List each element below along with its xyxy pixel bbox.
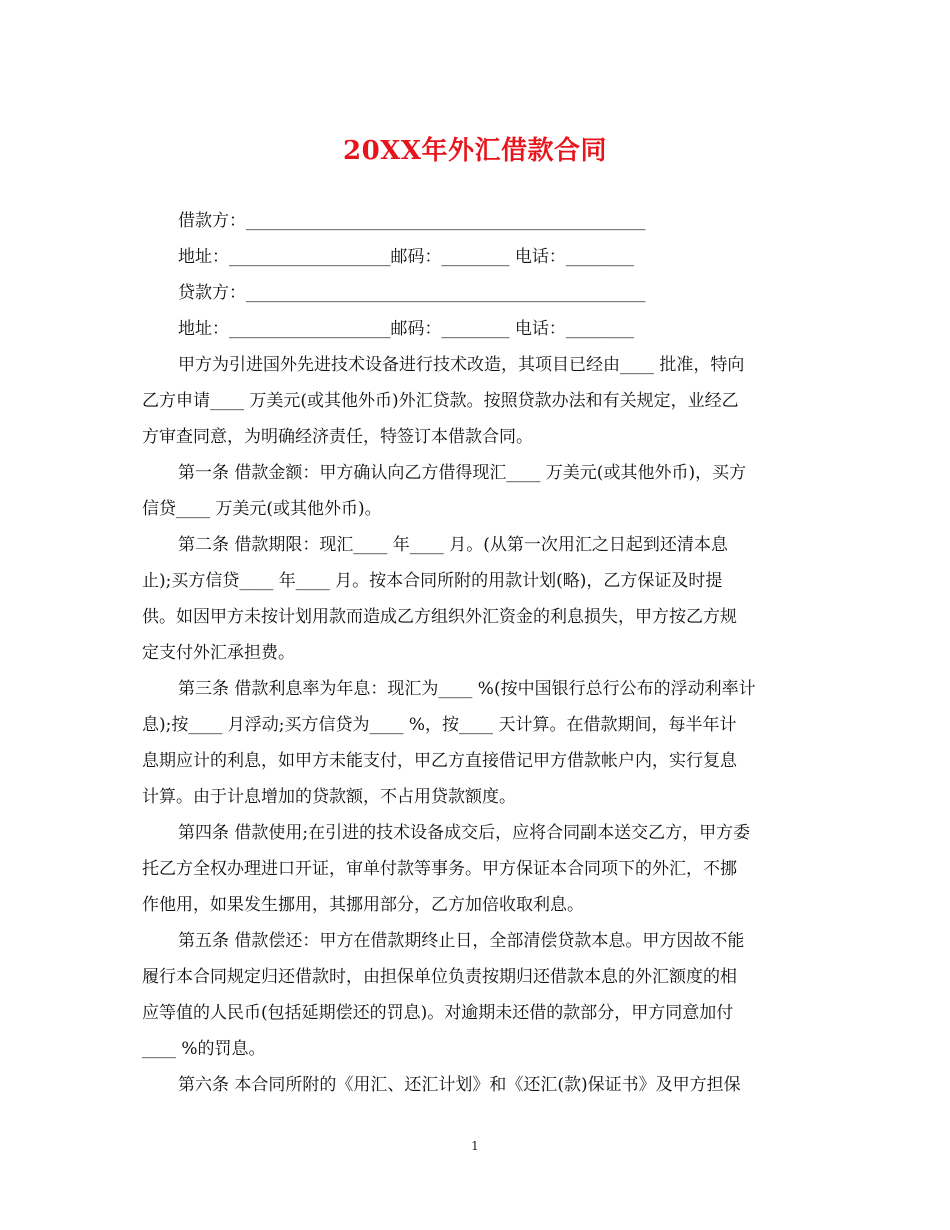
paragraph-line: 应等值的人民币(包括延期偿还的罚息)。对逾期未还借的款部分，甲方同意加付 bbox=[142, 1003, 734, 1023]
paragraph-line: 第三条 借款利息率为年息：现汇为____ %(按中国银行总行公布的浮动利率计 bbox=[178, 679, 756, 699]
paragraph-line: ____ %的罚息。 bbox=[142, 1039, 266, 1059]
paragraph-line: 定支付外汇承担费。 bbox=[142, 643, 295, 663]
paragraph-article-6 bbox=[142, 1067, 810, 1103]
paragraph-line: 乙方申请____ 万美元(或其他外币)外汇贷款。按照贷款办法和有关规定，业经乙 bbox=[142, 391, 739, 411]
paragraph-article-2 bbox=[142, 527, 810, 671]
paragraph-line: 方审查同意，为明确经济责任，特签订本借款合同。 bbox=[142, 427, 533, 447]
paragraph-line: 履行本合同规定归还借款时，由担保单位负责按期归还借款本息的外汇额度的相 bbox=[142, 967, 737, 987]
paragraph-line: 息);按____ 月浮动;买方信贷为____ %，按____ 天计算。在借款期间，每半年计 bbox=[142, 715, 737, 735]
paragraph-line: 第六条 本合同所附的《用汇、还汇计划》和《还汇(款)保证书》及甲方担保 bbox=[178, 1075, 741, 1095]
paragraph-line: 第一条 借款金额：甲方确认向乙方借得现汇____ 万美元(或其他外币)，买方 bbox=[178, 463, 747, 483]
borrower-address-line: 地址：___________________邮码：________ 电话：________ bbox=[178, 247, 634, 267]
paragraph-line: 作他用，如果发生挪用，其挪用部分，乙方加倍收取利息。 bbox=[142, 895, 584, 915]
paragraph-line: 信贷____ 万美元(或其他外币)。 bbox=[142, 499, 382, 519]
paragraph-article-5 bbox=[142, 923, 810, 1067]
paragraph-article-1 bbox=[142, 455, 810, 527]
paragraph-line: 第二条 借款期限：现汇____ 年____ 月。(从第一次用汇之日起到还清本息 bbox=[178, 535, 728, 555]
page-number: 1 bbox=[471, 1139, 479, 1153]
paragraph-line: 甲方为引进国外先进技术设备进行技术改造，其项目已经由____ 批准，特向 bbox=[178, 355, 745, 375]
paragraph-intro bbox=[142, 347, 810, 455]
paragraph-line: 第四条 借款使用;在引进的技术设备成交后，应将合同副本送交乙方，甲方委 bbox=[178, 823, 751, 843]
paragraph-line: 计算。由于计息增加的贷款额，不占用贷款额度。 bbox=[142, 787, 516, 807]
lender-address-line: 地址：___________________邮码：________ 电话：________ bbox=[178, 319, 634, 339]
paragraph-article-4 bbox=[142, 815, 810, 923]
paragraph-line: 供。如因甲方未按计划用款而造成乙方组织外汇资金的利息损失，甲方按乙方规 bbox=[142, 607, 737, 627]
paragraph-line: 止);买方信贷____ 年____ 月。按本合同所附的用款计划(略)，乙方保证及时提 bbox=[142, 571, 723, 591]
paragraph-article-3 bbox=[142, 671, 810, 815]
document-body bbox=[142, 203, 810, 1103]
borrower-line: 借款方：_______________________________________________ bbox=[178, 211, 646, 231]
lender-line: 贷款方：_______________________________________________ bbox=[178, 283, 646, 303]
paragraph-line: 第五条 借款偿还：甲方在借款期终止日，全部清偿贷款本息。甲方因故不能 bbox=[178, 931, 745, 951]
paragraph-line: 息期应计的利息，如甲方未能支付，甲乙方直接借记甲方借款帐户内，实行复息 bbox=[142, 751, 737, 771]
document-title: 20XX年外汇借款合同 bbox=[342, 136, 608, 166]
paragraph-line: 托乙方全权办理进口开证，审单付款等事务。甲方保证本合同项下的外汇，不挪 bbox=[142, 859, 737, 879]
